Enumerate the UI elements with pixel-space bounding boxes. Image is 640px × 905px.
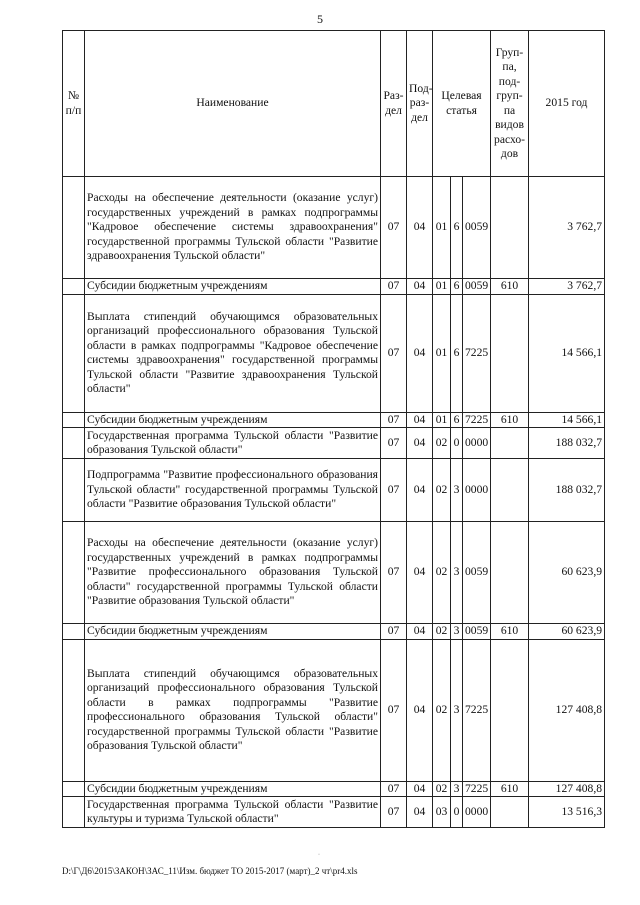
cell-name: Расходы на обеспечение деятельности (оказание услуг) государственных учреждений в рамках подпрограммы "Кадровое обеспечение системы здравоохранения" государственной программы Тульской области "Развитие здравоохранения Тульской области": [85, 177, 381, 279]
cell-cs2: 6: [451, 279, 463, 295]
table-row: [63, 522, 605, 624]
cell-cs3: 0059: [463, 624, 491, 640]
cell-cs1: 01: [433, 412, 451, 428]
cell-num: [63, 522, 85, 624]
cell-num: [63, 294, 85, 412]
cell-amount: 188 032,7: [529, 459, 605, 522]
cell-num: [63, 279, 85, 295]
header-razdel: Раз-дел: [381, 31, 407, 177]
cell-vr: 610: [491, 624, 529, 640]
cell-amount: 13 516,3: [529, 797, 605, 828]
cell-num: [63, 412, 85, 428]
table-row: [63, 428, 605, 459]
cell-podrazdel: 04: [407, 781, 433, 797]
cell-podrazdel: 04: [407, 428, 433, 459]
cell-amount: 127 408,8: [529, 781, 605, 797]
cell-vr: 610: [491, 412, 529, 428]
cell-vr: 610: [491, 781, 529, 797]
cell-podrazdel: 04: [407, 639, 433, 781]
cell-amount: 60 623,9: [529, 522, 605, 624]
cell-podrazdel: 04: [407, 294, 433, 412]
budget-table: [62, 30, 605, 828]
cell-vr: [491, 797, 529, 828]
cell-cs1: 02: [433, 781, 451, 797]
cell-cs1: 02: [433, 522, 451, 624]
cell-cs1: 01: [433, 294, 451, 412]
cell-cs1: 01: [433, 279, 451, 295]
cell-cs1: 02: [433, 459, 451, 522]
cell-num: [63, 459, 85, 522]
cell-podrazdel: 04: [407, 459, 433, 522]
cell-name: Субсидии бюджетным учреждениям: [85, 412, 381, 428]
cell-amount: 3 762,7: [529, 177, 605, 279]
cell-podrazdel: 04: [407, 177, 433, 279]
header-gruppa: Груп-па, под-груп-па видов расхо-дов: [491, 31, 529, 177]
cell-amount: 60 623,9: [529, 624, 605, 640]
cell-num: [63, 428, 85, 459]
cell-num: [63, 177, 85, 279]
cell-cs3: 0059: [463, 177, 491, 279]
table-row: [63, 279, 605, 295]
cell-cs3: 0000: [463, 797, 491, 828]
table-row: [63, 624, 605, 640]
cell-vr: [491, 459, 529, 522]
cell-cs2: 6: [451, 177, 463, 279]
cell-cs1: 02: [433, 624, 451, 640]
cell-name: Расходы на обеспечение деятельности (оказание услуг) государственных учреждений в рамках подпрограммы "Развитие профессионального образования Тульской области" государственной программы Тульской области "Развитие образования Тульской области": [85, 522, 381, 624]
cell-cs3: 7225: [463, 412, 491, 428]
cell-razdel: 07: [381, 459, 407, 522]
cell-podrazdel: 04: [407, 522, 433, 624]
cell-cs3: 7225: [463, 294, 491, 412]
cell-cs2: 0: [451, 428, 463, 459]
cell-name: Выплата стипендий обучающимся образовательных организаций профессионального образования Тульской области в рамках подпрограммы "Развитие профессионального образования Тульской области" государственной программы Тульской области "Развитие образования Тульской области": [85, 639, 381, 781]
cell-vr: [491, 522, 529, 624]
table-row: [63, 781, 605, 797]
header-podrazdel: Под-раз-дел: [407, 31, 433, 177]
cell-name: Субсидии бюджетным учреждениям: [85, 624, 381, 640]
cell-vr: [491, 177, 529, 279]
stray-mark: ·: [318, 852, 320, 858]
header-year: 2015 год: [529, 31, 605, 177]
file-path-footer: D:\Г\Д6\2015\ЗАКОН\ЗАС_11\Изм. бюджет ТО 2015-2017 (март)_2 чт\pr4.xls: [62, 866, 358, 876]
cell-name: Государственная программа Тульской области "Развитие образования Тульской области": [85, 428, 381, 459]
cell-razdel: 07: [381, 781, 407, 797]
cell-cs2: 3: [451, 459, 463, 522]
header-name: Наименование: [85, 31, 381, 177]
cell-cs2: 3: [451, 639, 463, 781]
cell-amount: 127 408,8: [529, 639, 605, 781]
table-body: [63, 177, 605, 828]
cell-name: Подпрограмма "Развитие профессионального образования Тульской области" государственной программы Тульской области "Развитие образования Тульской области": [85, 459, 381, 522]
cell-cs2: 3: [451, 522, 463, 624]
cell-cs3: 0000: [463, 428, 491, 459]
cell-cs3: 0059: [463, 279, 491, 295]
header-num: № п/п: [63, 31, 85, 177]
cell-num: [63, 624, 85, 640]
cell-podrazdel: 04: [407, 797, 433, 828]
cell-num: [63, 797, 85, 828]
cell-cs1: 01: [433, 177, 451, 279]
cell-razdel: 07: [381, 177, 407, 279]
cell-podrazdel: 04: [407, 412, 433, 428]
cell-cs1: 02: [433, 639, 451, 781]
cell-cs3: 0059: [463, 522, 491, 624]
table-row: [63, 459, 605, 522]
table-header-row: [63, 31, 605, 177]
cell-podrazdel: 04: [407, 279, 433, 295]
cell-cs1: 02: [433, 428, 451, 459]
cell-amount: 14 566,1: [529, 294, 605, 412]
cell-amount: 188 032,7: [529, 428, 605, 459]
cell-cs2: 6: [451, 294, 463, 412]
cell-vr: 610: [491, 279, 529, 295]
cell-razdel: 07: [381, 428, 407, 459]
cell-cs3: 0000: [463, 459, 491, 522]
cell-razdel: 07: [381, 279, 407, 295]
cell-name: Субсидии бюджетным учреждениям: [85, 279, 381, 295]
cell-cs1: 03: [433, 797, 451, 828]
cell-razdel: 07: [381, 639, 407, 781]
cell-razdel: 07: [381, 624, 407, 640]
cell-name: Выплата стипендий обучающимся образовательных организаций профессионального образования Тульской области в рамках подпрограммы "Кадровое обеспечение системы здравоохранения" государственной программы Тульской области "Развитие здравоохранения Тульской области": [85, 294, 381, 412]
cell-razdel: 07: [381, 412, 407, 428]
table-row: [63, 177, 605, 279]
table-row: [63, 412, 605, 428]
cell-razdel: 07: [381, 797, 407, 828]
cell-cs2: 6: [451, 412, 463, 428]
cell-cs2: 3: [451, 624, 463, 640]
header-tselevaya: Целевая статья: [433, 31, 491, 177]
cell-amount: 3 762,7: [529, 279, 605, 295]
cell-num: [63, 639, 85, 781]
table-row: [63, 639, 605, 781]
cell-razdel: 07: [381, 522, 407, 624]
cell-podrazdel: 04: [407, 624, 433, 640]
cell-cs2: 0: [451, 797, 463, 828]
cell-name: Государственная программа Тульской области "Развитие культуры и туризма Тульской области": [85, 797, 381, 828]
cell-cs3: 7225: [463, 639, 491, 781]
page-number: 5: [317, 12, 323, 26]
cell-amount: 14 566,1: [529, 412, 605, 428]
cell-vr: [491, 428, 529, 459]
table-row: [63, 294, 605, 412]
cell-vr: [491, 294, 529, 412]
table-row: [63, 797, 605, 828]
cell-razdel: 07: [381, 294, 407, 412]
cell-num: [63, 781, 85, 797]
cell-cs2: 3: [451, 781, 463, 797]
cell-name: Субсидии бюджетным учреждениям: [85, 781, 381, 797]
cell-vr: [491, 639, 529, 781]
cell-cs3: 7225: [463, 781, 491, 797]
